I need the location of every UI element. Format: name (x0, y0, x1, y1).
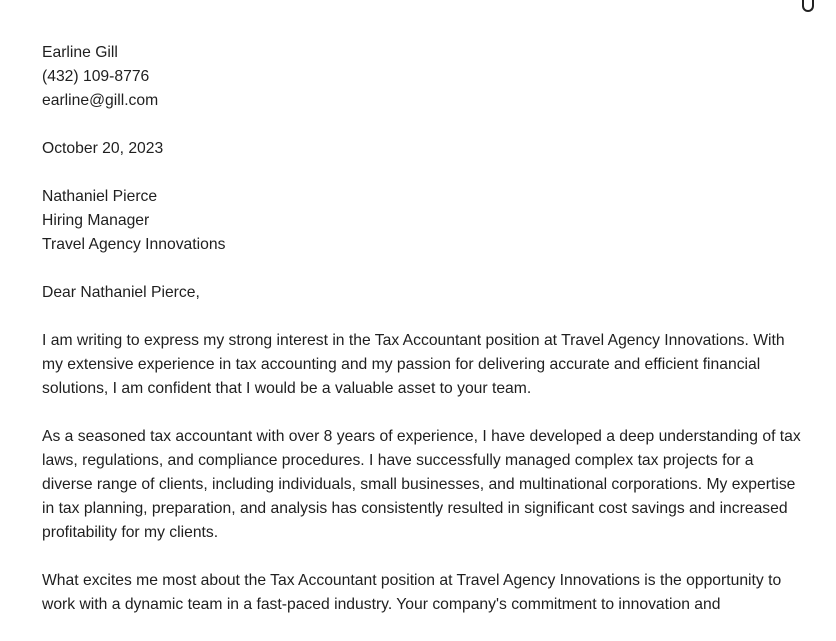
sender-block (42, 41, 802, 113)
body-paragraph: As a seasoned tax accountant with over 8 years of experience, I have developed a deep understanding of tax laws, regulations, and compliance procedures. I have successfully managed complex tax projects for a diverse range of clients, including individuals, small businesses, and multinational corporations. My expertise in tax planning, preparation, and analysis has consistently resulted in significant cost savings and increased profitability for my clients. (42, 428, 801, 541)
body-paragraph: What excites me most about the Tax Accountant position at Travel Agency Innovations is the opportunity to work with a dynamic team in a fast-paced industry. Your company's commitment to innovation and (42, 572, 782, 613)
recipient-block (42, 185, 802, 257)
cursor-icon (802, 0, 814, 12)
salutation: Dear Nathaniel Pierce, (42, 284, 200, 301)
cover-letter (42, 41, 802, 641)
recipient-company: Travel Agency Innovations (42, 236, 226, 253)
body-paragraph: I am writing to express my strong interest in the Tax Accountant position at Travel Agency Innovations. With my extensive experience in tax accounting and my passion for delivering accurate and efficient financial solutions, I am confident that I would be a valuable asset to your team. (42, 332, 785, 397)
recipient-title: Hiring Manager (42, 212, 150, 229)
letter-date: October 20, 2023 (42, 140, 164, 157)
sender-email: earline@gill.com (42, 92, 159, 109)
recipient-name: Nathaniel Pierce (42, 188, 158, 205)
sender-name: Earline Gill (42, 44, 118, 61)
sender-phone: (432) 109-8776 (42, 68, 150, 85)
